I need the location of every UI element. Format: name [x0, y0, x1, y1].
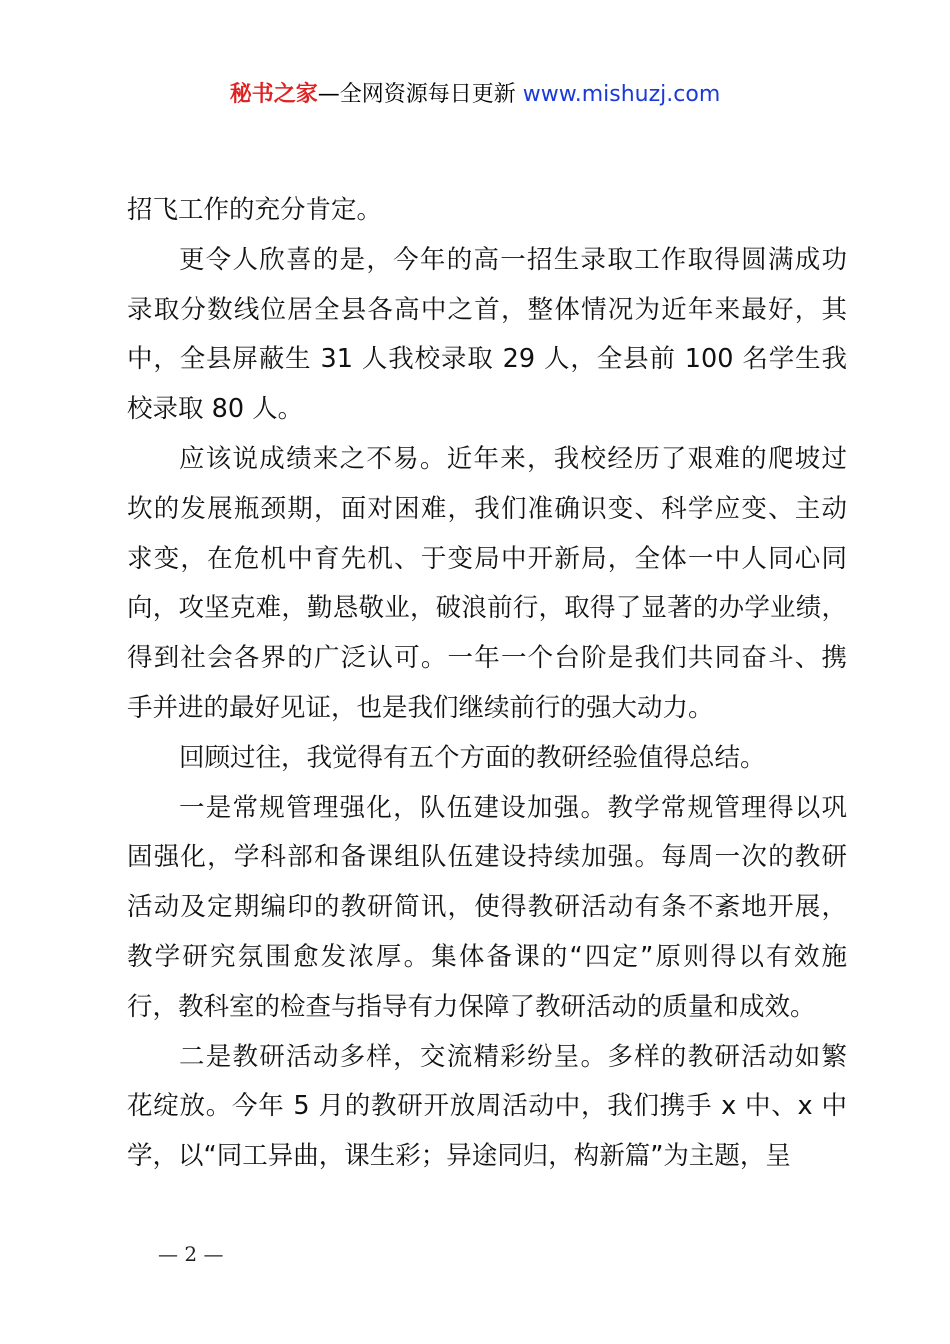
text-line: 活动及定期编印的教研简讯，使得教研活动有条不紊地开展，: [127, 892, 847, 923]
site-brand: 秘书之家: [229, 82, 318, 107]
text-line: 应该说成绩来之不易。近年来，我校经历了艰难的爬坡过: [179, 443, 847, 474]
text-line: 招飞工作的充分肯定。: [127, 195, 383, 225]
site-header: [0, 80, 950, 110]
text-line: 一是常规管理强化，队伍建设加强。教学常规管理得以巩: [179, 792, 847, 823]
text-line: 得到社会各界的广泛认可。一年一个台阶是我们共同奋斗、携: [127, 643, 847, 674]
text-line: 手并进的最好见证，也是我们继续前行的强大动力。: [127, 692, 714, 723]
paragraph: [127, 435, 847, 734]
text-line: 学，以“同工异曲，课生彩；异途同归，构新篇”为主题，呈: [127, 1141, 791, 1172]
text-line: 固强化，学科部和备课组队伍建设持续加强。每周一次的教研: [127, 842, 847, 873]
text-line: 坎的发展瓶颈期，面对困难，我们准确识变、科学应变、主动: [127, 493, 847, 524]
text-line: 校录取 80 人。: [127, 394, 304, 425]
text-line: 向，攻坚克难，勤恳敬业，破浪前行，取得了显著的办学业绩，: [127, 593, 847, 624]
text-line: 求变，在危机中育先机、于变局中开新局，全体一中人同心同: [127, 543, 847, 574]
text-line: 教学研究氛围愈发浓厚。集体备课的“四定”原则得以有效施: [127, 941, 847, 972]
site-url-link[interactable]: www.mishuzj.com: [522, 82, 721, 107]
text-line: 二是教研活动多样，交流精彩纷呈。多样的教研活动如繁: [179, 1041, 847, 1072]
paragraph: [127, 1033, 847, 1182]
page-number: — 2 —: [158, 1242, 224, 1266]
paragraph: [127, 784, 847, 1033]
paragraph: [127, 236, 847, 435]
site-tagline: —全网资源每日更新: [317, 82, 516, 107]
document-body: [127, 186, 847, 1182]
text-line: 花绽放。今年 5 月的教研开放周活动中，我们携手 x 中、x 中: [127, 1091, 847, 1122]
text-line: 行，教科室的检查与指导有力保障了教研活动的质量和成效。: [127, 991, 816, 1022]
text-line: 录取分数线位居全县各高中之首，整体情况为近年来最好，其: [127, 294, 847, 325]
text-line: 回顾过往，我觉得有五个方面的教研经验值得总结。: [179, 742, 766, 773]
text-line: 中，全县屏蔽生 31 人我校录取 29 人，全县前 100 名学生我: [127, 344, 847, 375]
text-line: 更令人欣喜的是，今年的高一招生录取工作取得圆满成功: [179, 244, 847, 275]
paragraph: [127, 186, 847, 236]
paragraph: [127, 734, 847, 784]
